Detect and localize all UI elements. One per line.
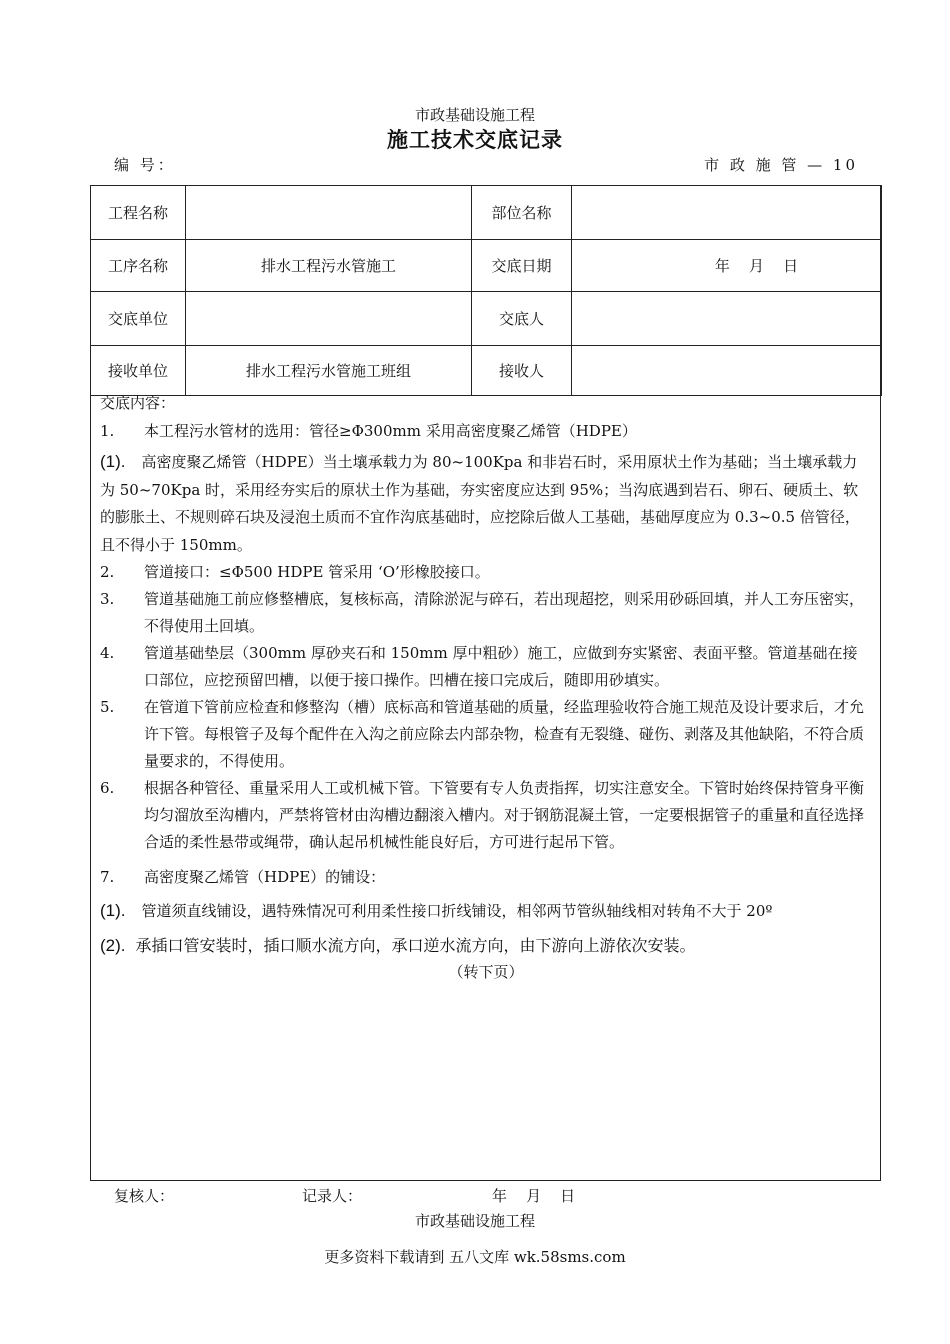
table-row [91,186,882,240]
table-row [91,292,882,346]
list-item [100,586,872,640]
recorder-label: 记录人： [302,1187,363,1205]
item-text: 根据各种管径、重量采用人工或机械下管。下管要有专人负责指挥，切实注意安全。下管时始终保持管身平衡均匀溜放至沟槽内，严禁将管材由沟槽边翻滚入槽内。对于钢筋混凝土管，一定要根据管子的重量和直径选择合适的柔性悬带或绳带，确认起吊机械性能良好后，方可进行起吊下管。 [144,779,865,851]
list-item [100,694,872,775]
item-number: 6. [100,779,115,797]
handover-person-value[interactable] [572,292,882,346]
list-item [100,559,872,586]
receiving-unit-label: 接收单位 [91,346,186,396]
handover-person-label: 交底人 [472,292,572,346]
sub-item-text: 高密度聚乙烯管（HDPE）当土壤承载力为 80~100Kpa 和非岩石时，采用原状土作为基础；当土壤承载力为 50~70Kpa 时，采用经夯实后的原状土作为基础，夯实密度应达到 95%；当沟底遇到岩石、卵石、硬质土、软的膨胀土、不规则碎石块及浸泡土质而不宜作沟底基础时，应挖除后做人工基础，基础厚度应为 0.3~0.5 倍管径，且不得小于 150mm。 [100,453,860,554]
item-text: 管道接口：≤Φ500 HDPE 管采用 ‘O’形橡胶接口。 [144,563,490,581]
list-item [100,897,872,926]
item-text: 管道基础垫层（300mm 厚砂夹石和 150mm 厚中粗砂）施工，应做到夯实紧密、表面平整。管道基础在接口部位，应挖预留凹槽，以便于接口操作。凹槽在接口完成后，随即用砂填实。 [144,644,858,689]
handover-unit-value[interactable] [186,292,472,346]
info-table [90,185,882,396]
section-name-value[interactable] [572,186,882,240]
receiving-unit-value[interactable]: 排水工程污水管施工班组 [186,346,472,396]
handover-date-label: 交底日期 [472,240,572,292]
table-row [91,240,882,292]
section-name-label: 部位名称 [472,186,572,240]
item-text: 在管道下管前应检查和修整沟（槽）底标高和管道基础的质量，经监理验收符合施工规范及设计要求后，才允许下管。每根管子及每个配件在入沟之前应除去内部杂物，检查有无裂缝、碰伤、剥落及其他缺陷，不符合质量要求的，不得使用。 [144,698,865,770]
list-item [100,418,872,445]
list-item [100,775,872,856]
footer-date: 年 月 日 [492,1187,576,1205]
item-number: 5. [100,698,115,716]
page-title: 施工技术交底记录 [387,127,563,152]
receiver-label: 接收人 [472,346,572,396]
reviewer-label: 复核人： [114,1187,175,1205]
content-label: 交底内容： [100,394,176,412]
process-name-label: 工序名称 [91,240,186,292]
project-name-value[interactable] [186,186,472,240]
handover-content [100,392,872,986]
sub-item-number: (1). [100,901,126,920]
item-number: 1. [100,422,115,440]
handover-unit-label: 交底单位 [91,292,186,346]
sub-item-number: (1). [100,452,126,471]
form-code: 市 政 施 管 — 10 [704,156,858,174]
continued-note: （转下页） [448,963,524,981]
footer-org: 市政基础设施工程 [414,1212,535,1230]
list-item [100,864,872,891]
item-number: 3. [100,590,115,608]
list-item [100,932,872,960]
item-number: 2. [100,563,115,581]
handover-date-value[interactable]: 年 月 日 [572,240,882,292]
sub-item-text: 管道须直线铺设，遇特殊情况可利用柔性接口折线铺设，相邻两节管纵轴线相对转角不大于 20º [141,902,773,920]
sub-item-number: (2). [100,935,126,955]
list-item [100,448,872,559]
download-link[interactable]: 更多资料下载请到 五八文库 wk.58sms.com [324,1248,626,1266]
receiver-value[interactable] [572,346,882,396]
process-name-value[interactable]: 排水工程污水管施工 [186,240,472,292]
table-row [91,346,882,396]
list-item [100,640,872,694]
header-org: 市政基础设施工程 [414,106,535,124]
sub-item-text: 承插口管安装时，插口顺水流方向，承口逆水流方向，由下游向上游依次安装。 [135,935,696,955]
item-number: 4. [100,644,115,662]
item-text: 本工程污水管材的选用：管径≥Φ300mm 采用高密度聚乙烯管（HDPE） [144,422,637,440]
item-text: 管道基础施工前应修整槽底，复核标高，清除淤泥与碎石，若出现超挖，则采用砂砾回填，并人工夯压密实，不得使用土回填。 [144,590,865,635]
number-label: 编 号： [114,156,176,174]
item-number: 7. [100,868,115,886]
project-name-label: 工程名称 [91,186,186,240]
item-text: 高密度聚乙烯管（HDPE）的铺设： [144,868,386,886]
